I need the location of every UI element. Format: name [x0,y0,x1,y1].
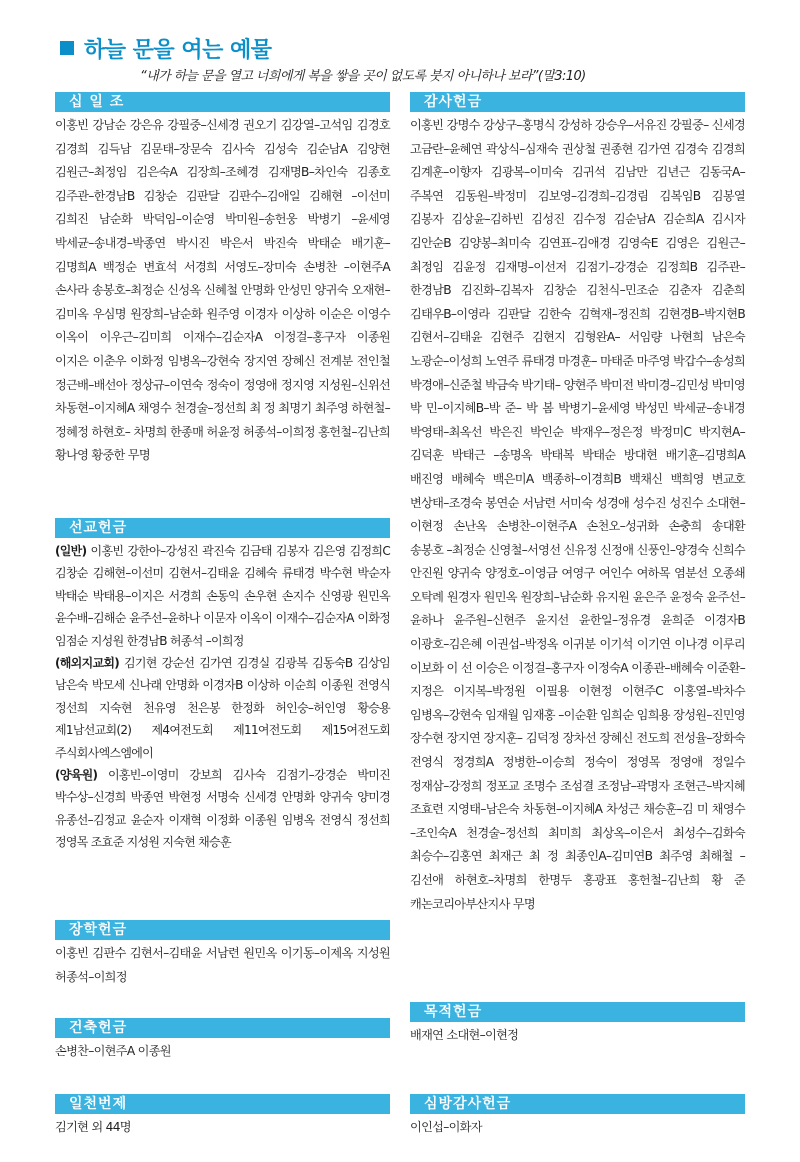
visit-heading: 심방감사헌금 [410,1094,745,1114]
ilcheon-heading: 일천번제 [55,1094,390,1114]
section-scholarship [55,920,390,989]
section-mission [55,518,390,854]
title-square-icon [60,41,74,55]
page-title [60,34,272,62]
section-thanks [410,92,745,916]
title-text: 하늘 문을 여는 예물 [84,37,272,63]
ilcheon-names: 김기현 외 44명 [55,1120,131,1134]
purpose-heading: 목적헌금 [410,1002,745,1022]
tithe-heading: 십 일 조 [55,92,390,112]
mission-heading: 선교헌금 [55,518,390,538]
building-heading: 건축헌금 [55,1018,390,1038]
thanks-names: 이홍빈 강명수 강상구–홍명식 강성하 강승우–서유진 강필중– 신세경 고금란–윤혜연 곽상식–심재숙 권상철 권종현 김가연 김경숙 김경희 김계훈–이향자 김광복–이미숙 김귀석 김남만 김년근 김동국A–주복연 김동원–박정미 김보영–김경희–김경림 김복임B 김봉열 김봉자 김상윤–김하빈 김성진 김수정 김순남A 김순희A 김시자 김안순B 김양봉–최미숙 김연표–김애경 김영숙E 김영은 김원근–최정임 김윤정 김재명–이선저 김점기–강경순 김정희B 김주관–한경남B 김진화–김복자 김창순 김천식–민조순 김춘자 김춘희 김태우B–이영라 김판달 김한숙 김혁재–정진희 김현경B–박지현B 김현서–김태윤 김현주 김현지 김형완A– 서임량 나현희 남은숙 노광순–이성희 노연주 류태경 마경훈– 마태준 마주영 박갑수–송성희 박경애–신준철 박금숙 박기태– 양현주 박미전 박미경–김민성 박미영 박 민–이지혜B–박 준– 박 봄 박병기–윤세영 박성민 박세균–송내경 박영태–최옥선 박은진 박인순 박재우–정은정 박정미C 박지현A–김덕훈 박태근 –송명옥 박태복 박태순 방대현 배기훈–김명희A 배진영 배혜숙 백은미A 백종하–이경희B 백채신 백희영 변교호 변상태–조경숙 봉연순 서남련 서미숙 성경애 성수진 성진수 소대현–이현정 손난옥 손병찬–이현주A 손천오–성귀화 손충희 송대환 송봉호 –최정순 신영철–서영선 신유정 신정애 신풍인–양경숙 신희수 안진원 양귀숙 양정호–이영금 여영구 여인수 여하목 염분선 오종쇄 오탁례 원경자 원민옥 원장희–남순화 유지원 윤은주 윤정숙 윤주선–윤하나 윤주원–신현주 윤지선 윤한일–정유경 윤희준 이경자B 이광호–김은혜 이권섭–박정옥 이귀분 이기석 이기연 이나경 이루리 이보화 이 선 이승은 이정걸–홍구자 이정숙A 이종관–배혜숙 이준환–지정은 이지복–박정원 이필용 이현정 이현주C 이홍열–박차수 임병옥–강현숙 임재월 임재홍 –이순환 임희순 임희용 장성원–진민영 장수현 장지연 장지훈– 김덕정 장차선 장혜신 전도희 전성율–장화숙 전영식 정경희A 정병한–이승희 정숙이 정영목 정영애 정일수 정재삼–강정희 정포교 조명수 조섬결 조정남–곽명자 조현근–박지혜 조효련 지영태–남은숙 차동현–이지혜A 차성근 채승훈–김 미 채영수 –조인숙A 천경술–정선희 최미희 최상옥–이은서 최성수–김화숙 최승수–김홍연 최재근 최 정 최종인A–김미연B 최주영 최해철 –김선애 하현호–차명희 한명두 홍광표 홍헌철–김난희 황 준 캐논코리아부산지사 무명 [410,118,745,911]
section-purpose [410,1002,745,1048]
mission-group-overseas: (해외지교회) 김기현 강순선 김가연 김경실 김광복 김동숙B 김상임 남은숙 박모세 신나래 안명화 이경자B 이상하 이순희 이종원 전영식 정선희 지숙현 천유영 천은봉 한정화 허인숭–허인영 황승용 제1남선교회(2) 제4여전도회 제11여전도회 제15여전도회 주식회사엑스엠에이 [55,656,391,760]
section-visit [410,1094,745,1140]
mission-body [55,538,390,854]
section-building [55,1018,390,1064]
scholarship-heading: 장학헌금 [55,920,390,940]
thanks-heading: 감사헌금 [410,92,745,112]
scripture-verse: “내가 하늘 문을 열고 너희에게 복을 쌓을 곳이 없도록 붓지 아니하나 보라”(말3:10) [140,69,586,84]
scholarship-names: 이홍빈 김판수 김현서–김태윤 서남련 원민옥 이기동–이제옥 지성원 허종석–이희정 [55,946,390,984]
section-tithe [55,92,390,468]
purpose-names: 배재연 소대현–이현정 [410,1028,519,1042]
section-ilcheon [55,1094,390,1140]
mission-group-general: (일반) 이홍빈 강한아–강성진 곽진숙 김금태 김봉자 김은영 김정희C 김창순 김해현–이선미 김현서–김태윤 김혜숙 류태경 박수현 박순자 박태순 박태용–이지은 서경희 손동익 손우현 손지수 신영광 원민옥 윤수배–김해순 윤주선–윤하나 이문자 이옥이 이재수–김순자A 이화정 임점순 지성원 한경남B 허종석 –이희정 [55,544,390,648]
tithe-names: 이홍빈 강남순 강은유 강필중–신세경 권오기 김강열–고석임 김경호 김경희 김득남 김문태–장문숙 김사숙 김성숙 김순남A 김양현 김원근–최정임 김은숙A 김장희–조혜경 김재명B–차인숙 김종호 김주관–한경남B 김창순 김판달 김판수–김애일 김해현 –이선미 김희진 남순화 박덕임–이순영 박미원–송헌웅 박병기 –윤세영 박세균–송내경–박종연 박시진 박은서 박진숙 박태순 배기훈–김명희A 백정순 변효석 서경희 서영도–장미숙 손병찬 –이현주A 손사라 송봉호–최정순 신성옥 신혜철 안명화 안성민 양귀숙 오재현–김미옥 우심명 원장희–남순화 원주영 이경자 이상하 이순은 이영수 이옥이 이우근–김미희 이재수–김순자A 이정걸–홍구자 이종원 이지은 이춘우 이화정 임병옥–강현숙 장지연 장혜신 전계분 전인철 정근배–배선아 정상규–이연숙 정숙이 정영애 정지영 지성원–신위선 차동현–이지혜A 채영수 천경술–정선희 최 정 최명기 최주영 하현철–정혜정 하현호– 차명희 한종매 허윤정 허종석–이희정 홍헌철–김난희 황나영 황중한 무명 [55,118,390,463]
mission-group-orphanage: (양육원) 이홍빈–이영미 강보희 김사숙 김점기–강경순 박미진 박수상–신경희 박종연 박현정 서명숙 신세경 안명화 양귀숙 양미경 유종선–김정교 윤순자 이재혁 이정화 이종원 임병옥 전영식 정선희 정영목 조효준 지성원 지숙현 채승훈 [55,768,390,850]
building-names: 손병찬–이현주A 이종원 [55,1044,171,1058]
visit-names: 이인섭–이화자 [410,1120,482,1134]
